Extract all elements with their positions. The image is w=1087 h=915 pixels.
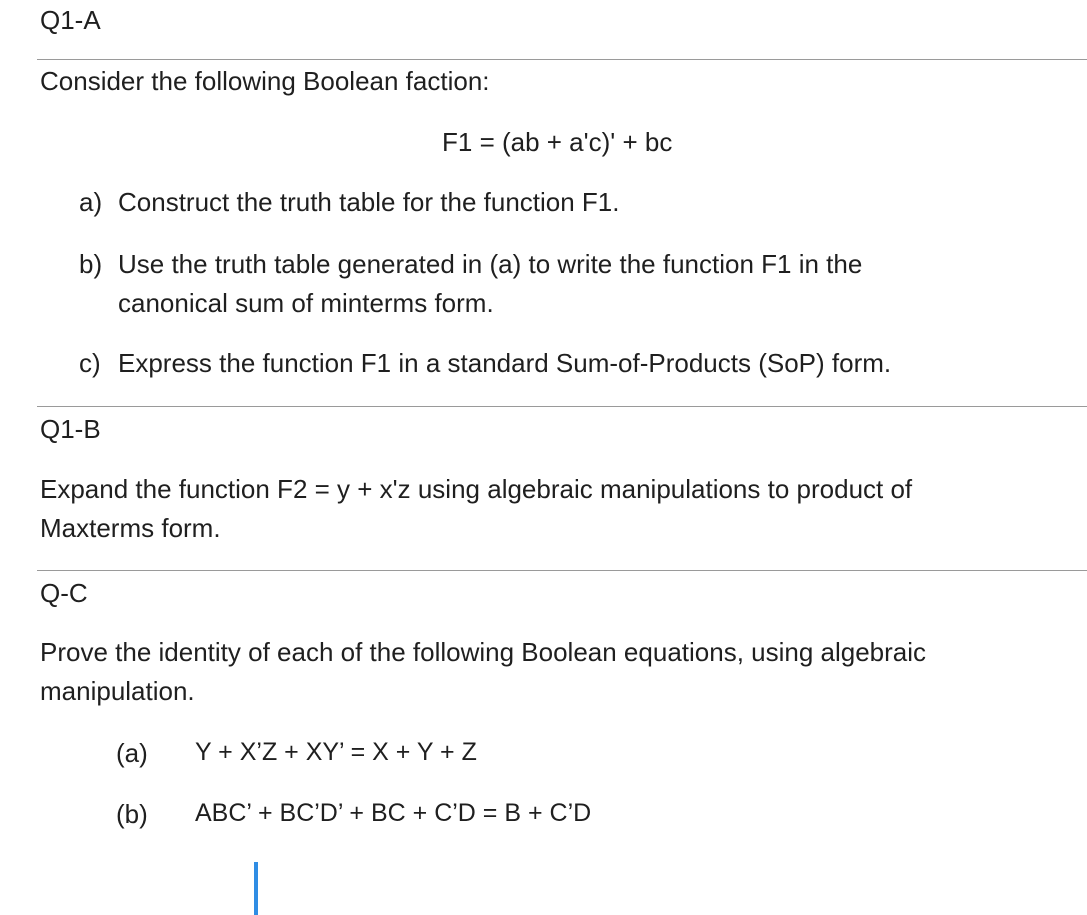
qc-eq-b-label: (b) — [116, 799, 148, 829]
qc-eq-a-label: (a) — [116, 738, 148, 768]
q1a-equation: F1 = (ab + a'c)' + bc — [442, 127, 673, 157]
section-divider — [37, 570, 1087, 571]
q1a-heading: Q1-A — [40, 5, 101, 35]
text-cursor — [254, 862, 258, 915]
qc-eq-a-text: Y + X’Z + XY’ = X + Y + Z — [195, 738, 477, 766]
section-divider — [37, 406, 1087, 407]
q1a-item-a-text: Construct the truth table for the function F1. — [118, 187, 620, 217]
q1a-item-c-label: c) — [79, 348, 101, 378]
qc-line1: Prove the identity of each of the following Boolean equations, using algebraic — [40, 637, 927, 667]
q1a-item-a-label: a) — [79, 187, 103, 217]
qc-eq-b-text: ABC’ + BC’D’ + BC + C’D = B + C’D — [195, 799, 592, 827]
section-divider — [37, 59, 1087, 60]
q1a-item-b-line2: canonical sum of minterms form. — [118, 288, 494, 318]
q1b-line2: Maxterms form. — [40, 513, 221, 543]
q1a-item-b-line1: Use the truth table generated in (a) to write the function F1 in the — [118, 249, 863, 279]
qc-heading: Q-C — [40, 578, 88, 608]
q1b-heading: Q1-B — [40, 414, 101, 444]
qc-line2: manipulation. — [40, 676, 195, 706]
q1a-item-b-label: b) — [79, 249, 103, 279]
q1b-line1: Expand the function F2 = y + x'z using algebraic manipulations to product of — [40, 474, 913, 504]
q1a-intro: Consider the following Boolean faction: — [40, 66, 490, 96]
q1a-item-c-text: Express the function F1 in a standard Sum-of-Products (SoP) form. — [118, 348, 892, 378]
